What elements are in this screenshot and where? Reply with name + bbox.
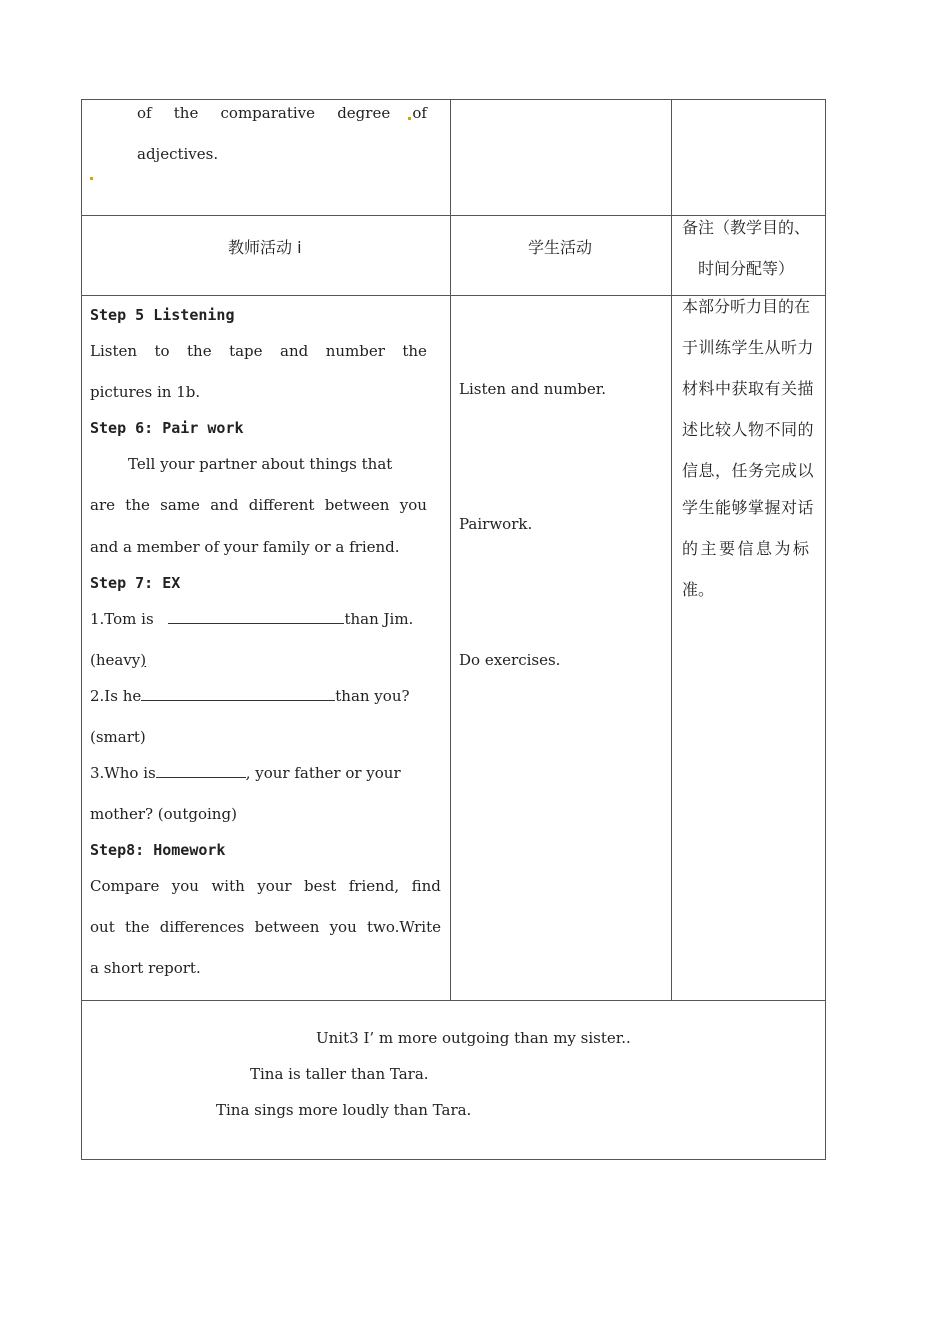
top-row-line-1 bbox=[137, 103, 427, 123]
notes-line: 的主要信息为标 bbox=[682, 539, 812, 558]
step6-title: Step 6: Pair work bbox=[90, 419, 244, 437]
notes-line bbox=[682, 297, 816, 317]
word: differences bbox=[159, 918, 245, 936]
exercise-1-hint bbox=[90, 650, 146, 670]
exercise-3-blank bbox=[156, 763, 246, 778]
exercise-3-start: 3.Who is bbox=[90, 764, 156, 782]
word: comparative bbox=[220, 104, 316, 122]
word: of bbox=[137, 104, 152, 122]
exercise-3-hint: mother? (outgoing) bbox=[90, 805, 237, 823]
exercise-2-start: 2.Is he bbox=[90, 687, 142, 705]
word: the bbox=[402, 342, 427, 360]
top-row-line-2: adjectives. bbox=[137, 145, 219, 163]
word: your bbox=[257, 877, 292, 895]
word: the bbox=[124, 918, 150, 936]
exercise-1-blank bbox=[168, 609, 344, 624]
word: best bbox=[304, 877, 337, 895]
word: number bbox=[325, 342, 385, 360]
row-divider bbox=[81, 215, 826, 216]
exercise-2-end: than you? bbox=[335, 687, 410, 705]
notes-line: 信息，任务完成以 bbox=[682, 461, 815, 480]
word: the bbox=[187, 342, 212, 360]
row-divider bbox=[81, 295, 826, 296]
word: out bbox=[90, 918, 115, 936]
word: same bbox=[160, 496, 200, 514]
board-line-2: Tina is taller than Tara. bbox=[250, 1065, 429, 1083]
exercise-2 bbox=[90, 686, 410, 706]
step6-line-3: and a member of your family or a friend. bbox=[90, 538, 400, 556]
homework-line-1 bbox=[90, 876, 441, 896]
notes-line: 准。 bbox=[682, 580, 715, 599]
notes-line: 于训练学生从听力 bbox=[682, 338, 815, 357]
exercise-1-start: 1.Tom is bbox=[90, 610, 154, 628]
word: Listen bbox=[90, 342, 138, 360]
word: different bbox=[248, 496, 315, 514]
step5-line-2: pictures in 1b. bbox=[90, 383, 201, 401]
row-divider bbox=[81, 1000, 826, 1001]
word: the bbox=[125, 496, 150, 514]
word: between bbox=[254, 918, 320, 936]
homework-line-3: a short report. bbox=[90, 959, 201, 977]
board-title: Unit3 I’ m more outgoing than my sister.. bbox=[316, 1029, 631, 1047]
word: you bbox=[171, 877, 199, 895]
word: of bbox=[412, 104, 427, 122]
exercise-1-hint-paren: ) bbox=[140, 651, 147, 669]
word: find bbox=[411, 877, 441, 895]
exercise-3-end: , your father or your bbox=[245, 764, 401, 782]
step7-title: Step 7: EX bbox=[90, 574, 181, 592]
word: and bbox=[280, 342, 309, 360]
notes-line: 学生能够掌握对话 bbox=[682, 498, 815, 517]
word: Compare bbox=[90, 877, 160, 895]
word: to bbox=[154, 342, 170, 360]
header-student-activity: 学生活动 bbox=[528, 238, 593, 257]
word: friend, bbox=[348, 877, 400, 895]
exercise-1-hint-word: (heavy bbox=[90, 651, 141, 669]
exercise-2-blank bbox=[141, 686, 335, 701]
word: and bbox=[210, 496, 239, 514]
header-notes-line-1: 备注（教学目的、 bbox=[682, 218, 811, 237]
word: tape bbox=[229, 342, 263, 360]
column-divider bbox=[450, 99, 451, 1001]
word: you bbox=[329, 918, 357, 936]
word: degree bbox=[337, 104, 391, 122]
homework-line-2 bbox=[90, 917, 441, 937]
notes-line: 材料中获取有关描 bbox=[682, 379, 815, 398]
step6-line-2 bbox=[90, 495, 427, 515]
word: you bbox=[399, 496, 427, 514]
header-notes-line-2: 时间分配等） bbox=[698, 259, 795, 278]
word: between bbox=[324, 496, 390, 514]
exercise-1 bbox=[90, 609, 413, 629]
student-activity-3: Do exercises. bbox=[459, 651, 561, 669]
word: with bbox=[211, 877, 245, 895]
word: the bbox=[173, 104, 199, 122]
student-activity-2: Pairwork. bbox=[459, 515, 533, 533]
step5-title: Step 5 Listening bbox=[90, 306, 235, 324]
step8-title: Step8: Homework bbox=[90, 841, 226, 859]
marker-dot bbox=[90, 177, 93, 180]
step6-line-1: Tell your partner about things that bbox=[128, 455, 393, 473]
word: two.Write bbox=[366, 918, 441, 936]
exercise-3 bbox=[90, 763, 401, 783]
word: are bbox=[90, 496, 115, 514]
column-divider bbox=[671, 99, 672, 1001]
exercise-2-hint: (smart) bbox=[90, 728, 146, 746]
exercise-1-end: than Jim. bbox=[344, 610, 414, 628]
notes-text: 本部分听力目的在 bbox=[682, 297, 811, 316]
header-teacher-activity: 教师活动 i bbox=[228, 238, 302, 257]
step5-line-1 bbox=[90, 341, 427, 361]
marker-dot bbox=[408, 117, 411, 120]
student-activity-1: Listen and number. bbox=[459, 380, 607, 398]
board-line-3: Tina sings more loudly than Tara. bbox=[216, 1101, 472, 1119]
notes-line: 述比较人物不同的 bbox=[682, 420, 815, 439]
